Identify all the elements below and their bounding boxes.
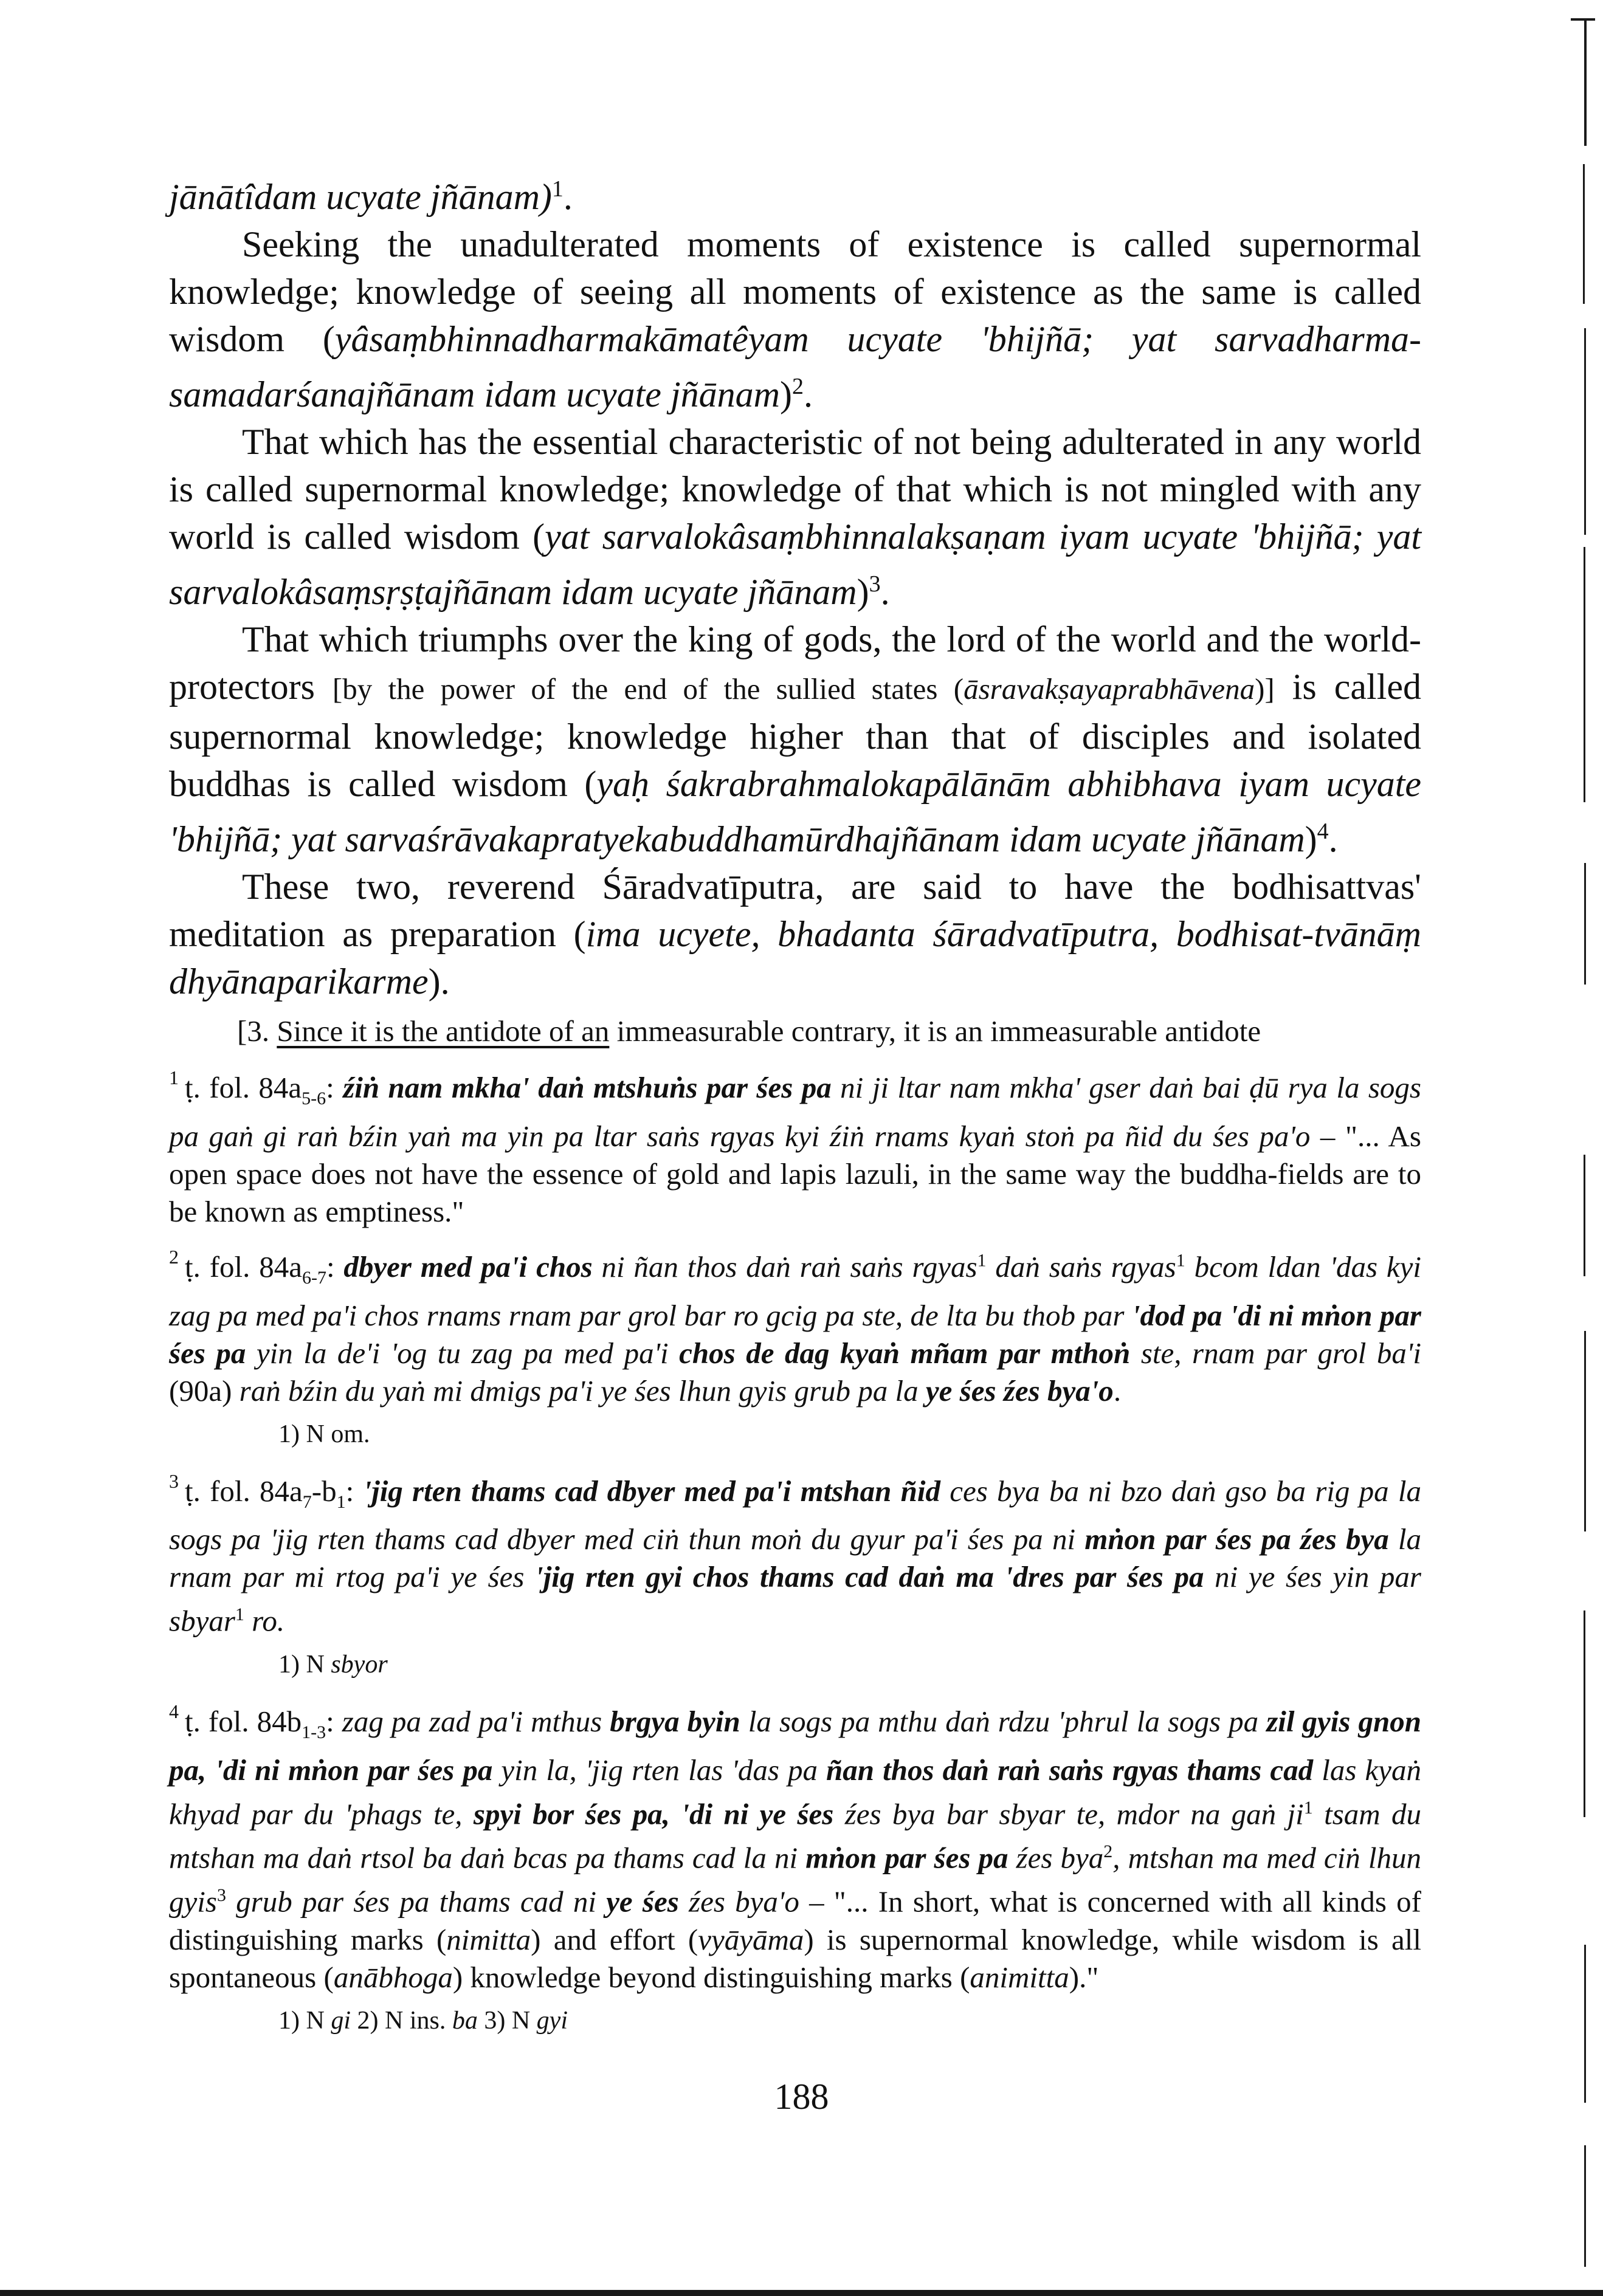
para-1-italic: jānātîdam ucyate jñānam) xyxy=(169,177,552,217)
footnote-1-ref-sub: 5-6 xyxy=(302,1088,326,1108)
footnote-1-italic: ni ji ltar nam mkha' gser daṅ bai ḍū rya la sogs pa gaṅ gi raṅ bźin yaṅ ma yin pa ltar saṅs rgyas kyi źiṅ rnams kyaṅ stoṅ pa ñid du śes pa'o xyxy=(169,1071,1422,1153)
footnote-4-italic-7: źes bya xyxy=(1008,1841,1104,1875)
para-4-bracket xyxy=(333,672,1275,706)
section-3-prefix: [3. xyxy=(237,1014,277,1048)
para-4-bracket-italic: āsravakṣayaprabhāvena xyxy=(964,672,1255,706)
footnote-4-translation-3: ) is supernormal knowledge, while wisdom is all spontaneous ( xyxy=(169,1922,1421,1994)
footnote-ref-3: 3 xyxy=(869,571,881,597)
footnote-4-translation-5: )." xyxy=(1069,1960,1099,1994)
scan-edge-right-2 xyxy=(1584,328,1586,535)
para-4-close: ) xyxy=(1305,819,1317,859)
section-3-underlined: Since it is the antidote of an xyxy=(277,1014,610,1048)
footnote-4-ref: ṭ. fol. 84b xyxy=(185,1704,302,1738)
footnote-4-variant-1: 1) N xyxy=(278,2006,331,2035)
scan-edge-right-top-cap xyxy=(1571,18,1595,21)
footnote-4-variant-2-italic: ba xyxy=(452,2006,478,2035)
footnote-3-italic-4: ro. xyxy=(244,1604,285,1638)
footnote-3-sup-1: 1 xyxy=(235,1604,244,1625)
footnote-4-sup-2: 2 xyxy=(1103,1841,1113,1861)
para-1-end: . xyxy=(563,177,573,217)
footnote-4-italic-9: grub par śes pa thams cad ni xyxy=(226,1885,607,1919)
paragraph-2 xyxy=(169,221,1421,418)
footnote-3-ref-mid: -b xyxy=(311,1474,337,1508)
scan-edge-bottom xyxy=(0,2290,1603,2296)
footnote-ref-1: 1 xyxy=(551,176,564,202)
footnote-3-ref-sub: 7 xyxy=(302,1491,312,1512)
page-content xyxy=(169,165,1421,2049)
footnote-4-bold-1: brgya byin xyxy=(610,1704,740,1738)
footnote-2-number: 2 xyxy=(169,1245,179,1268)
paragraph-3 xyxy=(169,418,1421,616)
para-5-italic: ima ucyete, bhadanta śāradvatīputra, bodhisat-tvānāṃ dhyānaparikarme xyxy=(169,914,1421,1002)
footnote-4-number: 4 xyxy=(169,1700,179,1722)
scan-edge-right-9 xyxy=(1584,2145,1586,2267)
footnote-3-italic-1: ces bya ba ni bzo daṅ gso ba rig pa la sogs pa 'jig rten thams cad dbyer med ciṅ thun moṅ du gyur pa'i śes pa ni xyxy=(169,1474,1421,1556)
footnote-1-number: 1 xyxy=(169,1067,179,1088)
footnote-3-variant-text: 1) N xyxy=(278,1650,331,1679)
footnote-3-bold-1: 'jig rten thams cad dbyer med pa'i mtshan ñid xyxy=(363,1474,941,1508)
footnote-2-bold-1: dbyer med pa'i chos xyxy=(343,1249,593,1284)
scan-edge-right-top xyxy=(1584,18,1587,146)
footnote-4-ref-sub: 1-3 xyxy=(302,1722,326,1742)
footnote-4-translation-1: – "... In short, what is concerned with all kinds of distinguishing marks ( xyxy=(169,1885,1421,1956)
para-4-bracket-a: [by the power of the end of the sullied states ( xyxy=(332,672,964,706)
footnote-4-term-3: anābhoga xyxy=(333,1960,453,1994)
footnote-4-italic-2: la sogs pa mthu daṅ rdzu 'phrul la sogs pa xyxy=(740,1704,1267,1738)
para-4-end: . xyxy=(1328,819,1338,859)
footnote-4-term-2: vyāyāma xyxy=(698,1922,804,1956)
footnote-1-bold: źiṅ nam mkha' daṅ mtshuṅs par śes pa xyxy=(343,1071,832,1104)
para-2-text: Seeking the unadulterated moments of existence is called supernormal knowledge; knowledge of seeing all moments of existence as the same is called wisdom ( xyxy=(169,224,1421,359)
para-5-text: These two, reverend Śāradvatīputra, are said to have the bodhisattvas' meditation as preparation ( xyxy=(169,867,1421,954)
paragraph-4 xyxy=(169,616,1421,863)
scan-edge-right-7 xyxy=(1584,1610,1585,1817)
para-4-bracket-b: )] xyxy=(1255,672,1275,706)
scan-edge-right-3 xyxy=(1584,547,1585,802)
footnote-2-italic-3: bcom ldan 'das kyi zag pa med pa'i chos rnams rnam par grol bar ro gcig pa ste, de lta bu thob par xyxy=(169,1249,1421,1332)
footnote-2-italic-2: daṅ saṅs rgyas xyxy=(986,1249,1176,1284)
footnote-2-bold-2: 'dod pa 'di ni mṅon par śes pa xyxy=(169,1298,1421,1370)
footnote-4-bold-5: mṅon par śes pa xyxy=(805,1841,1008,1875)
footnote-3-italic-3: ni ye śes yin par sbyar xyxy=(169,1560,1422,1638)
footnote-4-bold-3: ñan thos daṅ raṅ saṅs rgyas thams cad xyxy=(826,1753,1314,1787)
footnote-2-italic-1: ni ñan thos daṅ raṅ saṅs rgyas xyxy=(592,1249,977,1284)
footnote-1-ref: ṭ. fol. 84a xyxy=(185,1071,302,1104)
footnote-4-italic-10: źes bya'o xyxy=(678,1885,799,1919)
footnote-4-bold-6: ye śes xyxy=(606,1885,679,1919)
para-4-text: That which triumphs over the king of gods, the lord of the world and the world-protectors xyxy=(169,619,1421,707)
footnote-ref-2: 2 xyxy=(791,374,804,399)
footnote-2-folio: (90a) xyxy=(169,1373,232,1408)
footnotes xyxy=(169,1059,1421,2038)
footnote-2-italic-6: raṅ bźin du yaṅ mi dmigs pa'i ye śes lhun gyis grub pa la xyxy=(232,1373,926,1408)
para-2-italic: yâsaṃbhinnadharmakāmatêyam ucyate 'bhijñā; yat sarvadharma-samadarśanajñānam idam ucyate jñānam xyxy=(169,319,1422,414)
footnote-2-bold-3: chos de dag kyaṅ mñam par mthoṅ xyxy=(679,1336,1131,1370)
scan-edge-right-4 xyxy=(1584,863,1586,985)
footnote-2-italic-5: ste, rnam par grol ba'i xyxy=(1130,1336,1422,1370)
para-3-italic: yat sarvalokâsaṃbhinnalakṣaṇam iyam ucyate 'bhijñā; yat sarvalokâsaṃsṛṣṭajñānam idam ucyate jñānam xyxy=(169,517,1421,612)
para-4-italic: yaḥ śakrabrahmalokapālānām abhibhava iyam ucyate 'bhijñā; yat sarvaśrāvakapratyekabuddhamūrdhajñānam idam ucyate jñānam xyxy=(169,764,1422,859)
footnote-3-number: 3 xyxy=(169,1469,179,1492)
footnote-2-sup-2: 1 xyxy=(1176,1250,1185,1271)
footnote-4-italic-8: , mtshan ma med ciṅ lhun gyis xyxy=(169,1841,1421,1919)
footnote-2-bold-4: ye śes źes bya'o xyxy=(925,1373,1114,1408)
footnote-2-italic-4: yin la de'i 'og tu zag pa med pa'i xyxy=(246,1336,680,1370)
footnote-4-italic-5: źes bya bar sbyar te, mdor na gaṅ ji xyxy=(833,1796,1304,1830)
footnote-4-italic-4: las kyaṅ khyad par du 'phags te, xyxy=(169,1753,1421,1830)
footnote-1-translation: – "... As open space does not have the essence of gold and lapis lazuli, in the same way the buddha-fields are to be known as emptiness." xyxy=(169,1119,1421,1228)
footnote-4: $^4$ ṭ. fol. $84b_{1-3}$: zag pa zad pa'i mthus brgya byin la sogs pa mthu daṅ rdzu 'phrul la sogs pa zil gyis gnon pa, 'di ni mṅon par śes pa yin la, 'jig rten las 'das pa ñan thos daṅ raṅ saṅs rgyas thams cad las kyaṅ khyad par du 'phags te, spyi bor śes pa, 'di ni ye śes źes bya bar sbyar te, mdor na gaṅ $ji^1$ tsam du mtshan ma daṅ rtsol ba daṅ bcas pa thams cad la ni mṅon par śes pa źes bya$^2$, mtshan ma med ciṅ lhun gyis$^3$ grub par śes pa thams cad ni ye śes źes bya'o – "... In short, what is concerned with all kinds of distinguishing marks (nimitta) and effort (vyāyāma) is supernormal knowledge, while wisdom is all spontaneous (anābhoga) knowledge beyond distinguishing marks (animitta)." xyxy=(169,1700,1421,1994)
footnote-4-sup-1: 1 xyxy=(1303,1797,1313,1818)
footnote-3-ref-sub-2: 1 xyxy=(336,1491,346,1512)
footnote-3-variant xyxy=(278,1648,1421,1682)
footnote-4-variants xyxy=(278,2004,1421,2038)
section-3-rest: immeasurable contrary, it is an immeasurable antidote xyxy=(609,1014,1261,1048)
para-3-end: . xyxy=(880,572,890,612)
footnote-4-bold-2: zil gyis gnon pa, 'di ni mṅon par śes pa xyxy=(169,1704,1421,1787)
footnote-3-variant-italic: sbyor xyxy=(331,1650,388,1679)
footnote-3-bold-2: mṅon par śes pa źes bya xyxy=(1084,1522,1389,1556)
footnote-2: $^2$ ṭ. fol. $84a_{6-7}$: dbyer med pa'i chos ni ñan thos daṅ raṅ saṅs rgyas$^1$ daṅ saṅs rgyas$^1$ bcom ldan 'das kyi zag pa med pa'i chos rnams rnam par grol bar ro gcig pa ste, de lta bu thob par 'dod pa 'di ni mṅon par śes pa yin la de'i 'og tu zag pa med pa'i chos de dag kyaṅ mñam par mthoṅ ste, rnam par grol ba'i (90a) raṅ bźin du yaṅ mi dmigs pa'i ye śes lhun gyis grub pa la ye śes źes bya'o. xyxy=(169,1245,1422,1408)
paragraph-5 xyxy=(169,863,1421,1005)
para-5-close: ). xyxy=(428,961,450,1002)
footnote-3-ref: ṭ. fol. 84a xyxy=(185,1474,303,1508)
footnote-4-variant-2: 2) N ins. xyxy=(351,2006,452,2035)
paragraph-1 xyxy=(169,165,1421,221)
footnote-2-sup-1: 1 xyxy=(977,1250,987,1271)
main-text xyxy=(169,165,1421,1005)
footnote-2-ref-sub: 6-7 xyxy=(302,1267,326,1288)
footnote-4-translation-2: ) and effort ( xyxy=(531,1922,698,1956)
para-3-close: ) xyxy=(857,572,869,612)
scan-edge-right-1 xyxy=(1583,164,1585,304)
footnote-4-bold-4: spyi bor śes pa, 'di ni ye śes xyxy=(473,1796,834,1830)
footnote-4-variant-3: 3) N xyxy=(477,2006,537,2035)
footnote-2-ref: ṭ. fol. 84a xyxy=(185,1249,302,1284)
para-2-end: . xyxy=(803,374,813,414)
footnote-4-term-1: nimitta xyxy=(446,1922,531,1956)
footnote-4-italic-6: tsam du mtshan ma daṅ rtsol ba daṅ bcas pa thams cad la ni xyxy=(169,1796,1421,1875)
footnote-3-italic-2: la rnam par mi rtog pa'i ye śes xyxy=(169,1522,1421,1594)
footnote-1: $^1$ ṭ. fol. $84a_{5-6}$: źiṅ nam mkha' daṅ mtshuṅs par śes pa ni ji ltar nam mkha' gser daṅ bai ḍū rya la sogs pa gaṅ gi raṅ bźin yaṅ ma yin pa ltar saṅs rgyas kyi źiṅ rnams kyaṅ stoṅ pa ñid du śes pa'o – "... As open space does not have the essence of gold and lapis lazuli, in the same way the buddha-fields are to be known as emptiness." xyxy=(169,1067,1422,1228)
footnote-4-italic-1: zag pa zad pa'i mthus xyxy=(342,1704,610,1738)
scan-edge-right-6 xyxy=(1584,1331,1586,1531)
page-number: 188 xyxy=(774,2077,829,2117)
footnote-4-variant-1-italic: gi xyxy=(331,2006,351,2035)
footnote-4-variant-3-italic: gyi xyxy=(536,2006,568,2035)
footnote-4-sup-3: 3 xyxy=(216,1885,226,1906)
section-3-heading-line xyxy=(169,1012,1421,1050)
scan-edge-right-5 xyxy=(1584,1155,1585,1276)
para-4-mid: is called supernormal knowledge; knowledge higher than that of disciples and isolated buddhas is called wisdom ( xyxy=(169,667,1421,804)
footnote-2-variant: 1) N om. xyxy=(278,1420,370,1448)
footnote-4-translation-4: ) knowledge beyond distinguishing marks ( xyxy=(452,1960,970,1994)
footnote-3-bold-3: 'jig rten gyi chos thams cad daṅ ma 'dres par śes pa xyxy=(535,1560,1204,1594)
footnote-4-italic-3: yin la, 'jig rten las 'das pa xyxy=(492,1753,827,1787)
footnote-2-end: . xyxy=(1113,1373,1122,1408)
para-2-close: ) xyxy=(779,374,792,414)
footnote-3: $^3$ ṭ. fol. $84a_7-b_1$: 'jig rten thams cad dbyer med pa'i mtshan ñid ces bya ba ni bzo daṅ gso ba rig pa la sogs pa 'jig rten thams cad dbyer med ciṅ thun moṅ du gyur pa'i śes pa ni mṅon par śes pa źes bya la rnam par mi rtog pa'i ye śes 'jig rten gyi chos thams cad daṅ ma 'dres par śes pa ni ye śes yin par sbyar$^1$ ro. xyxy=(169,1469,1422,1638)
para-3-text: That which has the essential characteristic of not being adulterated in any world is called supernormal knowledge; knowledge of that which is not mingled with any world is called wisdom ( xyxy=(169,422,1421,557)
footnote-ref-4: 4 xyxy=(1317,819,1329,844)
footnote-4-term-4: animitta xyxy=(970,1960,1069,1994)
